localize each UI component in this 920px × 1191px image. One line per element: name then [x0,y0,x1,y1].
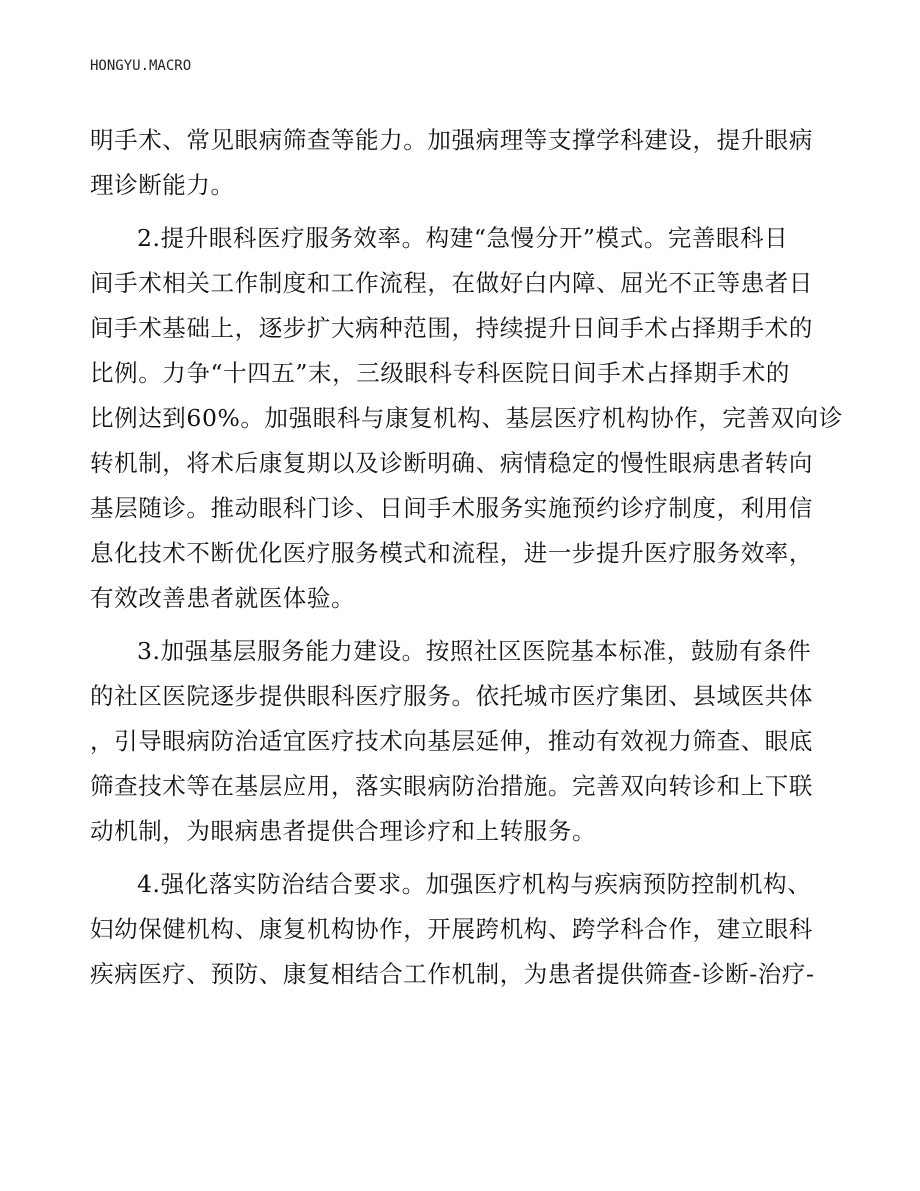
text-line: 疾病医疗、预防、康复相结合工作机制，为患者提供筛查-诊断-治疗- [90,960,815,988]
text-line: 3.加强基层服务能力建设。按照社区医院基本标准，鼓励有条件 [137,637,812,665]
text-line: 筛查技术等在基层应用，落实眼病防治措施。完善双向转诊和上下联 [90,772,813,800]
text-line: 息化技术不断优化医疗服务模式和流程，进一步提升医疗服务效率， [90,539,813,567]
text-line: 转机制，将术后康复期以及诊断明确、病情稳定的慢性眼病患者转向 [90,449,813,477]
text-line: 理诊断能力。 [90,171,235,199]
text-line: 明手术、常见眼病筛查等能力。加强病理等支撑学科建设，提升眼病 [90,126,813,154]
text-line: 间手术相关工作制度和工作流程，在做好白内障、屈光不正等患者日 [90,269,813,297]
paragraph-1 [90,118,830,208]
paragraph-4 [90,862,830,997]
text-line: 比例达到60%。加强眼科与康复机构、基层医疗机构协作，完善双向诊 [90,404,843,432]
page-header: HONGYU.MACRO [90,58,192,74]
text-line: 比例。力争“十四五”末，三级眼科专科医院日间手术占择期手术的 [90,359,791,387]
text-line: 的社区医院逐步提供眼科医疗服务。依托城市医疗集团、县域医共体 [90,682,813,710]
text-line: 动机制，为眼病患者提供合理诊疗和上转服务。 [90,817,597,845]
text-line: 4.强化落实防治结合要求。加强医疗机构与疾病预防控制机构、 [137,870,812,898]
text-line: 2.提升眼科医疗服务效率。构建“急慢分开”模式。完善眼科日 [137,224,789,252]
text-line: 妇幼保健机构、康复机构协作，开展跨机构、跨学科合作，建立眼科 [90,915,813,943]
text-line: ，引导眼病防治适宜医疗技术向基层延伸，推动有效视力筛查、眼底 [90,727,813,755]
document-body [90,118,843,1005]
text-line: 有效改善患者就医体验。 [90,584,356,612]
text-line: 间手术基础上，逐步扩大病种范围，持续提升日间手术占择期手术的 [90,314,813,342]
paragraph-2 [90,216,843,621]
text-line: 基层随诊。推动眼科门诊、日间手术服务实施预约诊疗制度，利用信 [90,494,813,522]
paragraph-3 [90,629,830,854]
